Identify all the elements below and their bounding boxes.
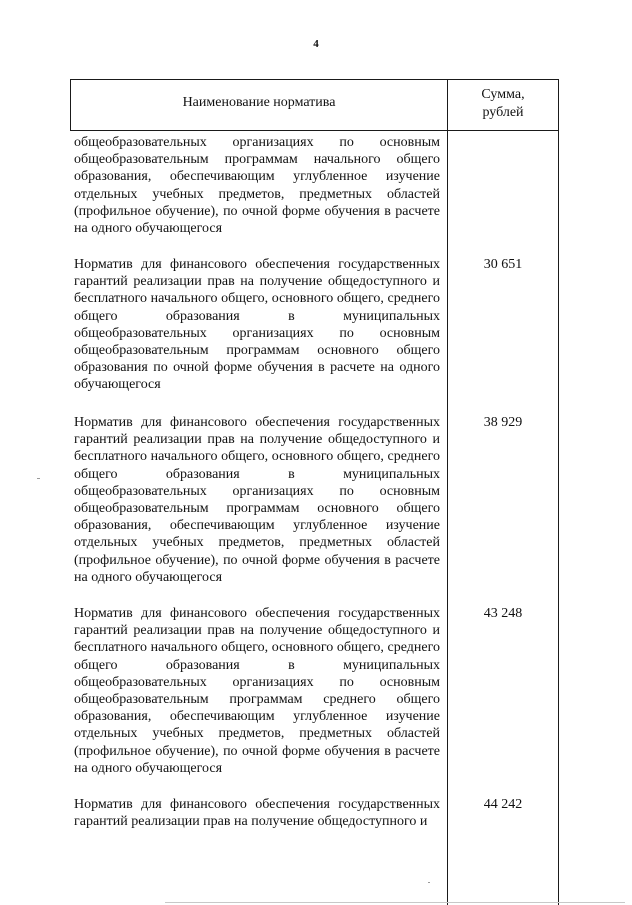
page-number: 4 <box>313 38 319 50</box>
standard-description: общеобразовательных организациях по основным общеобразовательным программам начального общего образования, обеспечивающим углубленное изучение отдельных учебных предметов, предметных областей (профильное обучение), по очной форме обучения в расчете на одного обучающегося <box>74 135 440 237</box>
table-top-border <box>70 79 559 80</box>
standard-amount: 43 248 <box>483 606 523 621</box>
standard-amount: 30 651 <box>483 257 523 272</box>
standard-amount: 44 242 <box>483 797 523 812</box>
column-header-sum-line2: рублей <box>482 105 524 120</box>
table-header-border <box>70 130 559 131</box>
table-right-border <box>558 79 559 905</box>
scan-speck <box>428 882 430 883</box>
standard-description: Норматив для финансового обеспечения государственных гарантий реализации прав на получение общедоступного и бесплатного начального общего, основного общего, среднего общего образования в муниципальных общеобразовательных организациях по основным общеобразовательным программам основного общего образования по очной форме обучения в расчете на одного обучающегося <box>74 257 440 393</box>
column-header-sum <box>448 86 558 122</box>
column-header-sum-line1: Сумма, <box>481 87 525 102</box>
standard-amount: 38 929 <box>483 415 523 430</box>
standard-description: Норматив для финансового обеспечения государственных гарантий реализации прав на получение общедоступного и бесплатного начального общего, основного общего, среднего общего образования в муниципальных общеобразовательных организациях по основным общеобразовательным программам среднего общего образования, обеспечивающим углубленное изучение отдельных учебных предметов, предметных областей (профильное обучение), по очной форме обучения в расчете на одного обучающегося <box>74 606 440 776</box>
standard-description: Норматив для финансового обеспечения государственных гарантий реализации прав на получение общедоступного и <box>74 797 440 830</box>
scan-edge-line <box>165 902 625 903</box>
column-header-name: Наименование норматива <box>182 95 336 110</box>
scan-speck <box>37 478 40 479</box>
table-column-divider <box>447 79 448 905</box>
standards-table <box>70 79 559 905</box>
standard-description: Норматив для финансового обеспечения государственных гарантий реализации прав на получение общедоступного и бесплатного начального общего, основного общего, среднего общего образования в муниципальных общеобразовательных организациях по основным общеобразовательным программам основного общего образования, обеспечивающим углубленное изучение отдельных учебных предметов, предметных областей (профильное обучение), по очной форме обучения в расчете на одного обучающегося <box>74 415 440 585</box>
